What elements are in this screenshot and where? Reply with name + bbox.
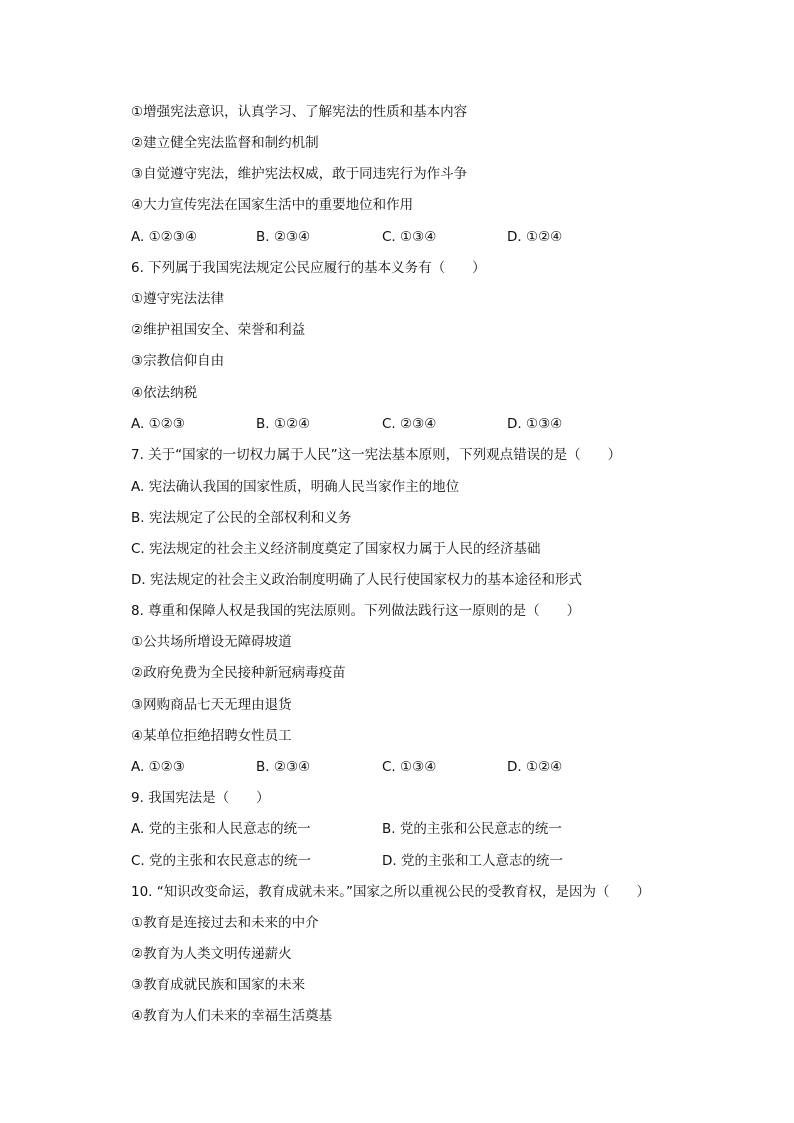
q8-stem: 8. 尊重和保障人权是我国的宪法原则。下列做法践行这一原则的是（ ） <box>131 603 581 619</box>
q10-item-1: ①教育是连接过去和未来的中介 <box>131 915 319 931</box>
q5-item-3: ③自觉遵守宪法，维护宪法权威，敢于同违宪行为作斗争 <box>131 166 468 182</box>
q8-option-c: C. ①③④ <box>382 759 437 775</box>
q5-item-1: ①增强宪法意识，认真学习、了解宪法的性质和基本内容 <box>131 104 468 120</box>
q10-item-2: ②教育为人类文明传递薪火 <box>131 946 292 962</box>
q6-stem: 6. 下列属于我国宪法规定公民应履行的基本义务有（ ） <box>131 260 486 276</box>
q7-option-c: C. 宪法规定的社会主义经济制度奠定了国家权力属于人民的经济基础 <box>131 541 541 557</box>
q8-item-1: ①公共场所增设无障碍坡道 <box>131 634 292 650</box>
q6-option-a: A. ①②③ <box>131 416 185 432</box>
q8-item-4: ④某单位拒绝招聘女性员工 <box>131 728 292 744</box>
q9-option-a: A. 党的主张和人民意志的统一 <box>131 821 311 837</box>
q6-option-b: B. ①②④ <box>256 416 311 432</box>
q8-option-d: D. ①②④ <box>507 759 563 775</box>
q5-option-b: B. ②③④ <box>256 229 311 245</box>
q6-option-d: D. ①③④ <box>507 416 563 432</box>
q9-stem: 9. 我国宪法是（ ） <box>131 790 270 806</box>
q9-option-c: C. 党的主张和农民意志的统一 <box>131 853 312 869</box>
q6-item-1: ①遵守宪法法律 <box>131 291 225 307</box>
q5-option-c: C. ①③④ <box>382 229 437 245</box>
q8-item-3: ③网购商品七天无理由退货 <box>131 697 292 713</box>
q9-option-d: D. 党的主张和工人意志的统一 <box>382 853 563 869</box>
q5-item-4: ④大力宣传宪法在国家生活中的重要地位和作用 <box>131 197 414 213</box>
q6-item-2: ②维护祖国安全、荣誉和利益 <box>131 322 306 338</box>
q6-option-c: C. ②③④ <box>382 416 437 432</box>
q5-option-d: D. ①②④ <box>507 229 563 245</box>
q7-option-d: D. 宪法规定的社会主义政治制度明确了人民行使国家权力的基本途径和形式 <box>131 572 582 588</box>
q9-option-b: B. 党的主张和公民意志的统一 <box>382 821 562 837</box>
q7-option-b: B. 宪法规定了公民的全部权利和义务 <box>131 510 352 526</box>
q7-option-a: A. 宪法确认我国的国家性质，明确人民当家作主的地位 <box>131 479 460 495</box>
q8-item-2: ②政府免费为全民接种新冠病毒疫苗 <box>131 665 346 681</box>
q10-item-4: ④教育为人们未来的幸福生活奠基 <box>131 1008 333 1024</box>
q6-item-3: ③宗教信仰自由 <box>131 353 225 369</box>
q5-option-a: A. ①②③④ <box>131 229 197 245</box>
q8-option-a: A. ①②③ <box>131 759 185 775</box>
q7-stem: 7. 关于“国家的一切权力属于人民”这一宪法基本原则，下列观点错误的是（ ） <box>131 447 622 463</box>
q10-item-3: ③教育成就民族和国家的未来 <box>131 977 306 993</box>
q6-item-4: ④依法纳税 <box>131 385 198 401</box>
q5-item-2: ②建立健全宪法监督和制约机制 <box>131 135 319 151</box>
q8-option-b: B. ②③④ <box>256 759 311 775</box>
q10-stem: 10. “知识改变命运，教育成就未来。”国家之所以重视公民的受教育权，是因为（ ） <box>131 884 650 900</box>
